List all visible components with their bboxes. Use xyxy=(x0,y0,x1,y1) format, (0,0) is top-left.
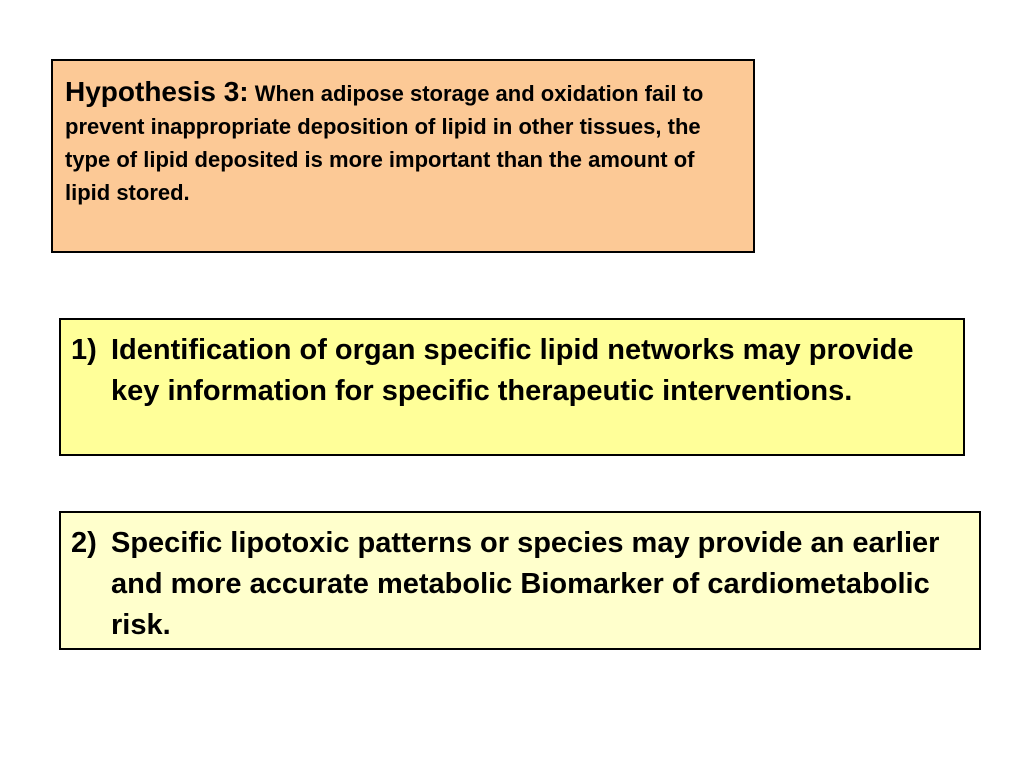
item-box-2 xyxy=(59,511,981,650)
item-number: 2) xyxy=(71,527,97,559)
item-box-1 xyxy=(59,318,965,456)
item-text: Specific lipotoxic patterns or species may provide an earlier and more accurate metabolic Biomarker of cardiometabolic risk. xyxy=(111,527,940,641)
list-item xyxy=(71,523,969,646)
hypothesis-text: When adipose storage and oxidation fail to prevent inappropriate deposition of lipid in other tissues, the type of lipid deposited is more important than the amount of lipid stored. xyxy=(65,81,704,205)
item-number: 1) xyxy=(71,334,97,366)
hypothesis-box xyxy=(51,59,755,253)
list-item xyxy=(71,330,953,412)
item-text: Identification of organ specific lipid networks may provide key information for specific therapeutic interventions. xyxy=(111,334,914,407)
hypothesis-title: Hypothesis 3: xyxy=(65,76,249,107)
